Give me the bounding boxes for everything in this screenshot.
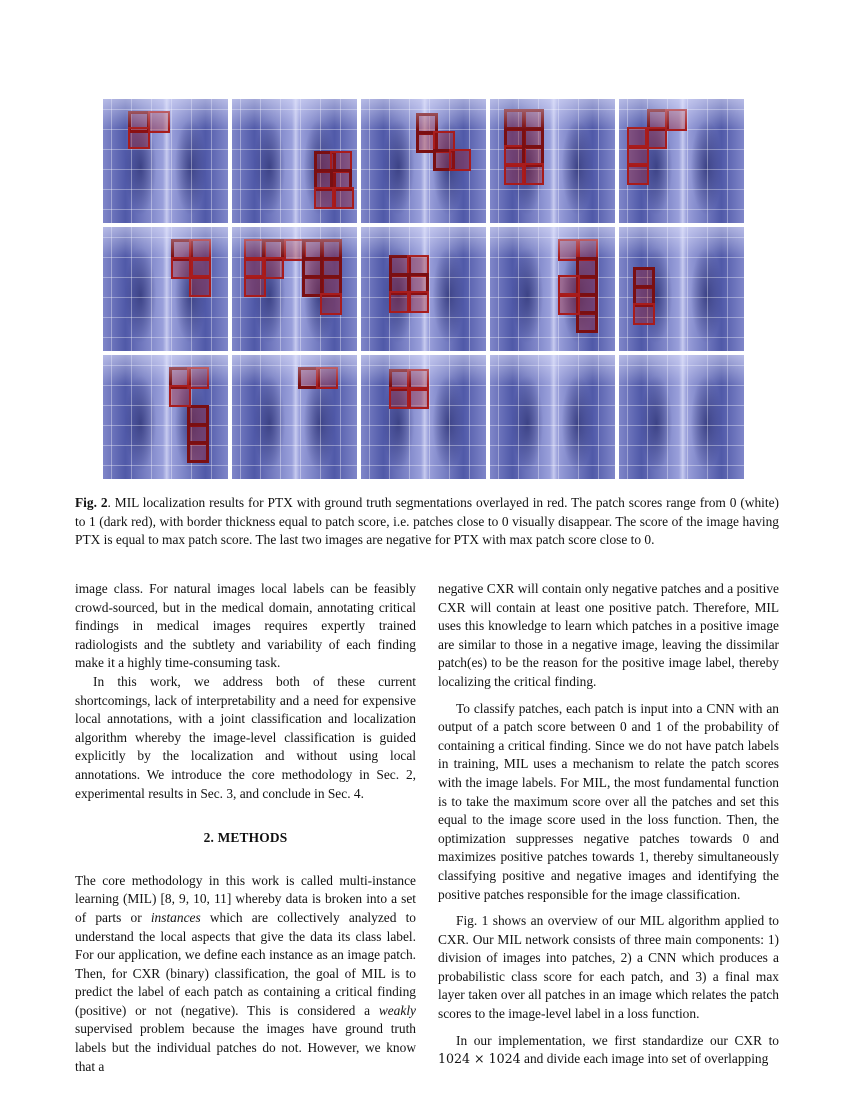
patch-box	[558, 293, 580, 315]
patch-box	[407, 387, 429, 409]
patch-box	[504, 109, 526, 131]
right-paragraph-1: negative CXR will contain only negative patches and a positive CXR will contain at least one positive patch. Therefore, MIL uses this knowledge to learn which patches in a positive image are similar to those in a negative image, leaving the dissimilar patch(es) to be the reason for the positive image label, thereby localizing the critical finding.	[438, 581, 779, 689]
caption-label: Fig. 2	[75, 495, 108, 510]
patch-box	[169, 385, 191, 407]
patch-box	[522, 109, 544, 131]
patch-box	[320, 293, 342, 315]
xray-panel	[619, 227, 744, 351]
xray-panel	[361, 355, 486, 479]
left-paragraph-1: image class. For natural images local labels can be feasibly crowd-sourced, but in the medical domain, annotating critical findings in medical images requires expertly trained radiologists and the subtlety and variability of each finding make it a highly time-consuming task.	[75, 581, 416, 671]
xray-panel	[232, 355, 357, 479]
xray-panel	[232, 99, 357, 223]
section-heading-methods: 2. METHODS	[203, 830, 288, 846]
xray-panel	[490, 227, 615, 351]
xray-panel	[361, 99, 486, 223]
patch-box	[449, 149, 471, 171]
xray-panel	[619, 355, 744, 479]
patch-box	[187, 441, 209, 463]
right-paragraph-4: In our implementation, we first standardize our CXR to 1024 × 1024 and divide each image into set of overlapping	[438, 1032, 779, 1067]
xray-panel	[361, 227, 486, 351]
patch-box	[522, 163, 544, 185]
xray-panel	[103, 99, 228, 223]
xray-panel	[103, 227, 228, 351]
left-paragraph-3: The core methodology in this work is called multi-instance learning (MIL) [8, 9, 10, 11] whereby data is broken into a set of parts or instances which are collectively analyzed to understand the local aspects that give the data its class label. For our application, we define each instance as an image patch. Then, for CXR (binary) classification, the goal of MIL is to predict the label of each patch as containing a critical finding (positive) or not (negative). This is considered a weakly supervised problem because the images have ground truth labels but the individual patches do not. However, we know that a	[75, 872, 416, 1074]
left-paragraph-2: In this work, we address both of these current shortcomings, lack of interpretability and a need for expensive local annotations, with a joint classification and localization algorithm whereby the image-level classification is guided explicitly by the localization and without using local annotations. We introduce the core methodology in Sec. 2, experimental results in Sec. 3, and conclude in Sec. 4.	[75, 673, 416, 801]
right-paragraph-2: To classify patches, each patch is input into a CNN with an output of a patch score between 0 and 1 of the probability of containing a critical finding. Since we do not have patch labels in training, MIL uses a mechanism to relate the patch scores with the image labels. For MIL, the most fundamental function is to take the maximum score over all the patches and set this equal to the image score used in the loss function. Then, the optimization suppresses negative patches towards 0 and maximizes positive patches towards 1, thereby simultaneously classifying positive and negative images and identifying the positive patches responsible for the image classification.	[438, 700, 779, 902]
caption-text: . MIL localization results for PTX with ground truth segmentations overlayed in red. The patch scores range from 0 (white) to 1 (dark red), with border thickness equal to patch score, i.e. patches close to 0 visually disappear. The score of the image having PTX is equal to max patch score. The last two images are negative for PTX with max patch score close to 0.	[75, 495, 779, 547]
right-column	[438, 580, 779, 1069]
xray-panel	[619, 99, 744, 223]
patch-box	[316, 367, 338, 389]
patch-box	[332, 187, 354, 209]
figure-grid	[103, 99, 750, 483]
xray-panel	[490, 355, 615, 479]
xray-panel	[103, 355, 228, 479]
patch-box	[189, 275, 211, 297]
patch-box	[244, 275, 266, 297]
xray-panel	[490, 99, 615, 223]
xray-panel	[232, 227, 357, 351]
patch-box	[633, 303, 655, 325]
left-column	[75, 580, 416, 1076]
patch-box	[148, 111, 170, 133]
right-paragraph-3: Fig. 1 shows an overview of our MIL algorithm applied to CXR. Our MIL network consists of three main components: 1) division of images into patches, 2) a CNN which produces a probabilistic class score for each patch, and 3) a final max layer taken over all patches in an image which relates the patch scores to the image-level label in a loss function.	[438, 913, 779, 1022]
figure-caption	[75, 494, 779, 550]
patch-box	[128, 127, 150, 149]
patch-box	[407, 291, 429, 313]
patch-box	[647, 109, 669, 131]
patch-box	[665, 109, 687, 131]
patch-box	[627, 163, 649, 185]
